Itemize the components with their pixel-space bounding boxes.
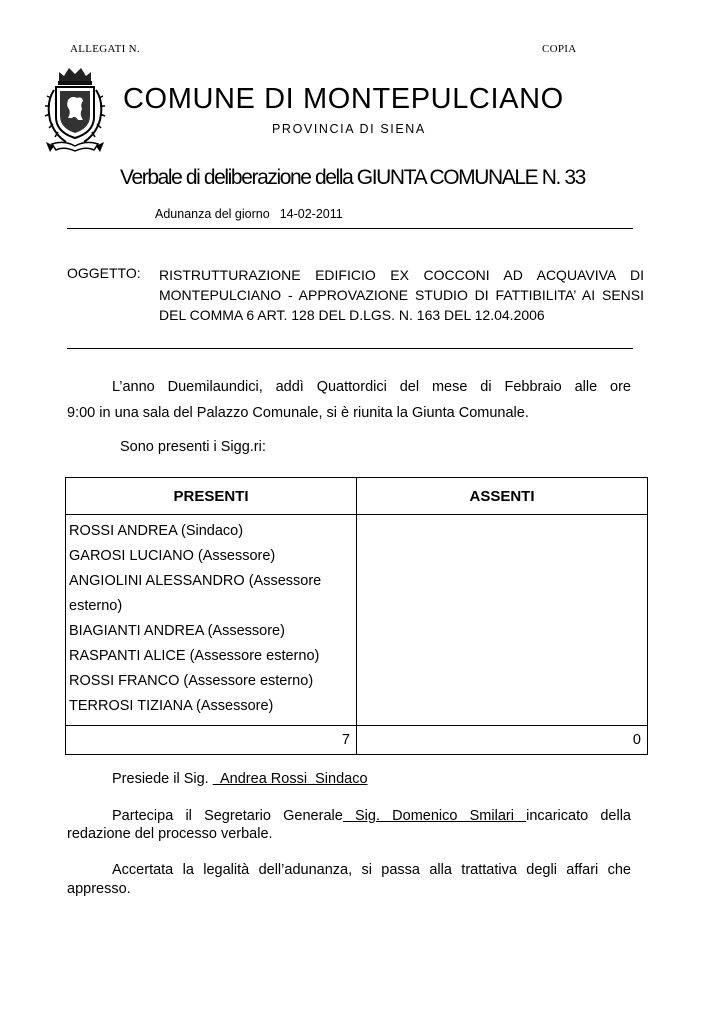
copia-label: COPIA	[542, 43, 577, 55]
legality-line-2: appresso.	[67, 881, 131, 897]
present-header: PRESENTI	[66, 478, 357, 515]
absent-names-cell	[357, 515, 648, 726]
chair-name: Andrea Rossi Sindaco	[212, 771, 368, 787]
meeting-date: 14-02-2011	[279, 207, 343, 221]
province-name: PROVINCIA DI SIENA	[272, 122, 426, 136]
intro-line-2: 9:00 in una sala del Palazzo Comunale, si è riunita la Giunta Comunale.	[67, 405, 529, 421]
present-name-line: BIAGIANTI ANDREA (Assessore)	[69, 623, 285, 639]
coat-of-arms-icon	[42, 62, 108, 154]
attendance-header-row	[66, 478, 648, 515]
absent-count: 0	[357, 726, 648, 755]
present-names-cell	[66, 515, 357, 726]
secretary-prefix: Partecipa il Segretario Generale	[112, 808, 343, 824]
present-count: 7	[66, 726, 357, 755]
secretary-line-1	[112, 808, 631, 824]
intro-line-1: L’anno Duemilaundici, addì Quattordici del mese di Febbraio alle ore	[112, 379, 631, 395]
allegati-label: ALLEGATI N.	[70, 43, 140, 55]
present-name-line: GAROSI LUCIANO (Assessore)	[69, 548, 276, 564]
municipality-name: COMUNE DI MONTEPULCIANO	[123, 83, 564, 115]
attendance-table	[65, 477, 648, 755]
subject-text: RISTRUTTURAZIONE EDIFICIO EX COCCONI AD ACQUAVIVA DI MONTEPULCIANO - APPROVAZIONE STUDIO DI FATTIBILITA’ AI SENSI DEL COMMA 6 ART. 128 DEL D.LGS. N. 163 DEL 12.04.2006	[159, 267, 644, 323]
meeting-label: Adunanza del giorno	[155, 207, 270, 221]
meeting-line	[155, 207, 343, 221]
document-title: Verbale di deliberazione della GIUNTA COMUNALE N. 33	[120, 166, 585, 189]
chair-line	[112, 771, 368, 787]
secretary-line-2: redazione del processo verbale.	[67, 826, 273, 842]
present-name-line: ROSSI FRANCO (Assessore esterno)	[69, 673, 314, 689]
divider-bottom	[67, 348, 633, 349]
secretary-name: Sig. Domenico Smilari	[342, 808, 527, 824]
attendance-names-row	[66, 515, 648, 726]
attendance-count-row	[66, 726, 648, 755]
present-name-line: esterno)	[69, 598, 123, 614]
legality-line-1: Accertata la legalità dell’adunanza, si passa alla trattativa degli affari che	[112, 862, 631, 878]
chair-prefix: Presiede il Sig.	[112, 771, 209, 787]
divider-top	[67, 228, 633, 229]
absent-header: ASSENTI	[357, 478, 648, 515]
present-name-line: RASPANTI ALICE (Assessore esterno)	[69, 648, 320, 664]
present-name-line: ROSSI ANDREA (Sindaco)	[69, 523, 244, 539]
present-name-line: TERROSI TIZIANA (Assessore)	[69, 698, 274, 714]
secretary-suffix: incaricato della	[526, 808, 632, 824]
present-intro: Sono presenti i Sigg.ri:	[120, 439, 266, 455]
subject-label: OGGETTO:	[67, 265, 141, 281]
present-name-line: ANGIOLINI ALESSANDRO (Assessore	[69, 573, 322, 589]
